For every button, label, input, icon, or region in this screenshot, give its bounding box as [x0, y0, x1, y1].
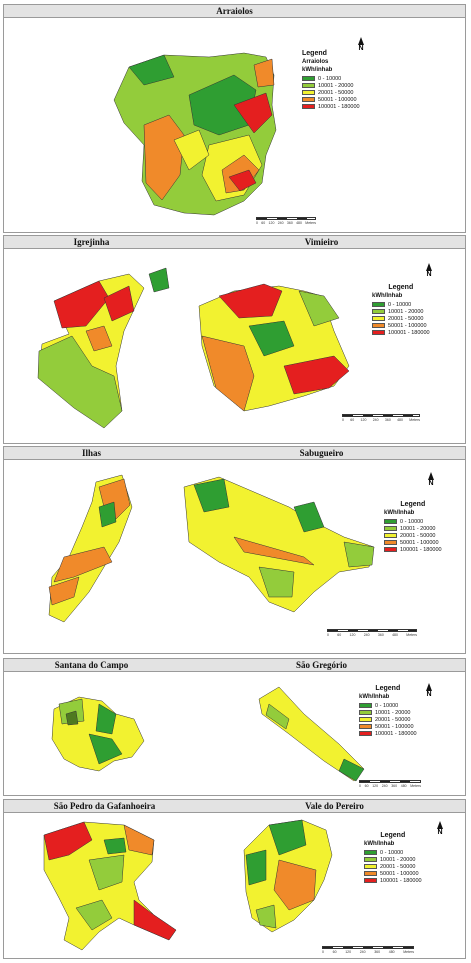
panel-title: Ilhas — [4, 447, 180, 460]
legend-title: Legend — [400, 501, 426, 508]
panel-title: Arraiolos — [4, 5, 465, 18]
legend-row: 10001 - 20000 — [302, 82, 360, 89]
map-arraiolos — [4, 5, 467, 234]
legend-row: 10001 - 20000 — [372, 308, 430, 315]
scale-bar: 0 60 120 240 360 480 Meters — [359, 780, 421, 790]
legend-subtitle: Arraiolos — [302, 59, 329, 65]
legend-title: Legend — [388, 284, 414, 291]
legend-row: 0 - 10000 — [384, 518, 442, 525]
legend-row: 50001 - 100000 — [384, 539, 442, 546]
panel-title: São Pedro da Gafanhoeira — [4, 800, 206, 813]
legend-unit: kWh/Inhab — [364, 841, 395, 847]
panel-arraiolos — [3, 4, 466, 233]
legend-title: Legend — [380, 832, 406, 839]
legend-row: 50001 - 100000 — [302, 96, 360, 103]
legend-row: 100001 - 180000 — [384, 546, 442, 553]
legend-row: 100001 - 180000 — [372, 329, 430, 336]
scale-bar: 0 60 120 240 360 480 Meters — [256, 217, 316, 227]
panel-santana-saogregorio — [3, 658, 466, 796]
legend-row: 100001 - 180000 — [359, 730, 417, 737]
legend-row: 10001 - 20000 — [384, 525, 442, 532]
legend-unit: kWh/Inhab — [372, 293, 403, 299]
north-arrow-icon: N — [358, 37, 364, 52]
panel-ilhas-sabugueiro — [3, 446, 466, 654]
panel-igrejinha-vimieiro — [3, 235, 466, 444]
legend-row: 0 - 10000 — [302, 75, 360, 82]
north-arrow-icon: N — [426, 263, 432, 278]
panel-title: São Gregório — [178, 659, 465, 672]
legend-unit: kWh/Inhab — [384, 510, 415, 516]
legend-vimieiro — [372, 284, 430, 336]
legend-row: 0 - 10000 — [372, 301, 430, 308]
scale-bar: 0 60 120 240 360 480 Meters — [342, 414, 420, 424]
panel-title: Igrejinha — [4, 236, 180, 249]
legend-row: 20001 - 50000 — [372, 315, 430, 322]
panel-title: Vale do Pereiro — [204, 800, 465, 813]
legend-unit: kWh/Inhab — [359, 694, 390, 700]
panel-title: Sabugueiro — [178, 447, 465, 460]
legend-row: 100001 - 180000 — [364, 877, 422, 884]
panel-title: Vimieiro — [178, 236, 465, 249]
legend-unit: kWh/inhab — [302, 67, 333, 73]
panel-title: Santana do Campo — [4, 659, 180, 672]
legend-row: 0 - 10000 — [364, 849, 422, 856]
legend-valepereiro — [364, 832, 422, 884]
legend-row: 20001 - 50000 — [384, 532, 442, 539]
legend-row: 50001 - 100000 — [372, 322, 430, 329]
north-arrow-icon: N — [428, 472, 434, 487]
legend-title: Legend — [375, 685, 401, 692]
legend-row: 10001 - 20000 — [364, 856, 422, 863]
legend-row: 50001 - 100000 — [364, 870, 422, 877]
legend-row: 100001 - 180000 — [302, 103, 360, 110]
legend-sabugueiro — [384, 501, 442, 553]
legend-row: 50001 - 100000 — [359, 723, 417, 730]
legend-row: 10001 - 20000 — [359, 709, 417, 716]
scale-bar: 0 60 120 240 360 480 Meters — [327, 629, 417, 639]
legend-row: 20001 - 50000 — [359, 716, 417, 723]
legend-row: 20001 - 50000 — [364, 863, 422, 870]
north-arrow-icon: N — [426, 683, 432, 698]
legend-row: 0 - 10000 — [359, 702, 417, 709]
legend-saogregorio — [359, 685, 417, 737]
north-arrow-icon: N — [437, 821, 443, 836]
scale-bar: 0 60 120 240 360 480 Meters — [322, 946, 414, 956]
legend-title: Legend — [302, 50, 327, 57]
panel-saopedro-valepereiro — [3, 799, 466, 959]
legend-row: 20001 - 50000 — [302, 89, 360, 96]
legend-arraiolos — [302, 50, 360, 110]
